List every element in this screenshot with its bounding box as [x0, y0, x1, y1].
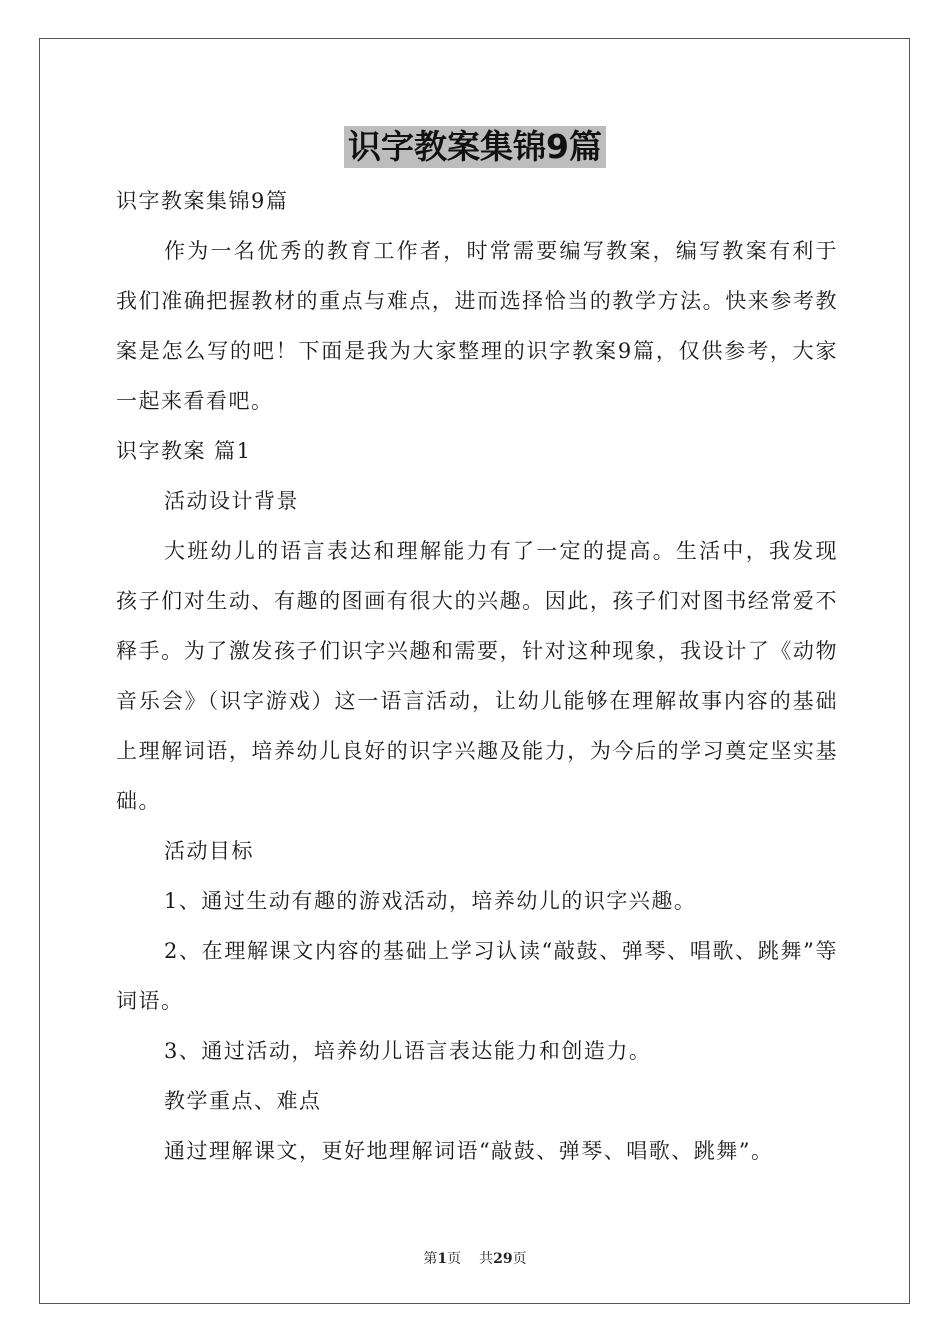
page-suffix: 页 — [447, 1251, 462, 1267]
total-page-count: 29 — [493, 1251, 513, 1267]
paragraph: 作为一名优秀的教育工作者，时常需要编写教案，编写教案有利于我们准确把握教材的重点与难点，进而选择恰当的教学方法。快来参考教案是怎么写的吧！下面是我为大家整理的识字教案9篇，仅供参考，大家一起来看看吧。 — [116, 239, 838, 413]
subheading: 活动目标 — [164, 839, 254, 863]
current-page-number: 1 — [437, 1251, 448, 1267]
document-title: 识字教案集锦9篇 — [344, 126, 606, 168]
list-item: 2、在理解课文内容的基础上学习认读“敲鼓、弹琴、唱歌、跳舞”等词语。 — [116, 939, 838, 1013]
document-body — [116, 176, 838, 1176]
paragraph: 通过理解课文，更好地理解词语“敲鼓、弹琴、唱歌、跳舞”。 — [164, 1139, 774, 1163]
subheading: 活动设计背景 — [164, 489, 299, 513]
total-suffix: 页 — [512, 1251, 527, 1267]
page-footer — [0, 1248, 950, 1268]
title-container — [0, 126, 950, 168]
paragraph: 识字教案集锦9篇 — [116, 189, 289, 213]
paragraph: 大班幼儿的语言表达和理解能力有了一定的提高。生活中，我发现孩子们对生动、有趣的图画有很大的兴趣。因此，孩子们对图书经常爱不释手。为了激发孩子们识字兴趣和需要，针对这种现象，我设计了《动物音乐会》（识字游戏）这一语言活动，让幼儿能够在理解故事内容的基础上理解词语，培养幼儿良好的识字兴趣及能力，为今后的学习奠定坚实基础。 — [116, 539, 838, 813]
page-prefix: 第 — [423, 1251, 438, 1267]
list-item: 3、通过活动，培养幼儿语言表达能力和创造力。 — [164, 1039, 652, 1063]
total-prefix: 共 — [479, 1251, 494, 1267]
list-item: 1、通过生动有趣的游戏活动，培养幼儿的识字兴趣。 — [164, 889, 697, 913]
subheading: 教学重点、难点 — [164, 1089, 322, 1113]
section-heading: 识字教案 篇1 — [116, 439, 252, 463]
